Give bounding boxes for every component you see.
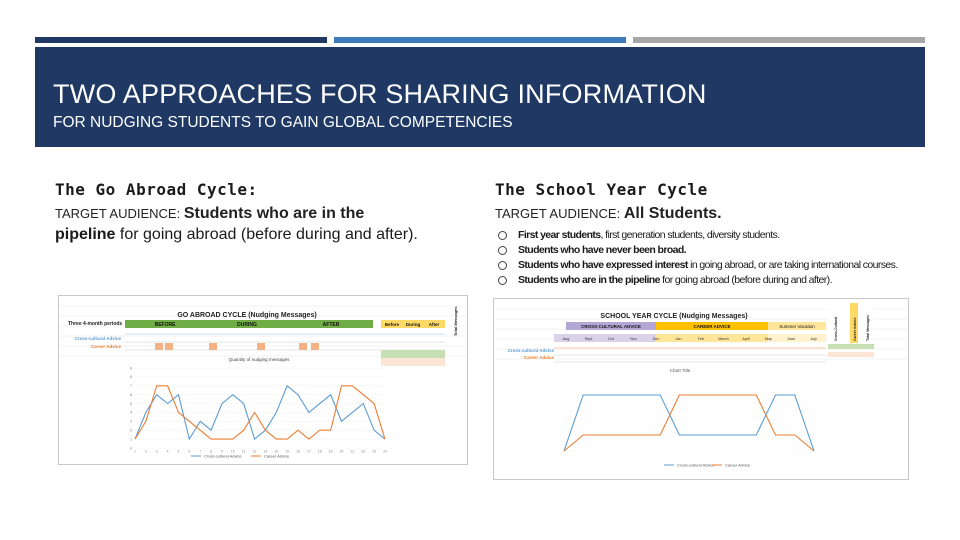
month-label: Jan xyxy=(675,337,682,341)
x-tick-label: 1 xyxy=(134,449,136,454)
totals-after: After xyxy=(428,322,440,327)
y-tick-label: 2 xyxy=(130,428,132,433)
go-abroad-sheet-svg xyxy=(59,296,467,464)
month-label: Aug xyxy=(562,337,570,341)
accent-bar-mid xyxy=(334,37,626,43)
right-audience-bold: All Students. xyxy=(623,205,722,222)
row-career: Career Advice xyxy=(90,344,121,349)
right-row-cross-cultural: Cross-cultural Advice xyxy=(507,348,554,353)
career-section-label: CAREER ADVICE xyxy=(693,324,731,329)
before-label: BEFORE xyxy=(154,322,176,328)
x-tick-label: 16 xyxy=(296,449,300,454)
left-chart-title: Quantity of nudging messages xyxy=(228,357,290,362)
school-year-spreadsheet xyxy=(493,298,909,480)
slide-title: TWO APPROACHES FOR SHARING INFORMATION xyxy=(53,79,707,109)
title-banner xyxy=(35,47,925,147)
side-header-1: Cross-Cultural xyxy=(834,316,838,341)
y-tick-label: 9 xyxy=(130,366,132,371)
x-tick-label: 14 xyxy=(274,449,279,454)
x-tick-label: 13 xyxy=(263,449,268,454)
total-messages-label: Total Messages xyxy=(453,306,458,336)
x-tick-label: 20 xyxy=(339,449,344,454)
month-label: Feb xyxy=(697,337,705,341)
x-tick-label: 22 xyxy=(361,449,366,454)
totals-during: During xyxy=(405,322,421,327)
x-tick-label: 2 xyxy=(144,449,147,454)
left-line2-rest: for going abroad (before during and after). xyxy=(115,226,418,243)
y-tick-label: 7 xyxy=(130,384,132,389)
x-tick-label: 15 xyxy=(285,449,290,454)
bullet-item: Students who are in the pipeline for going abroad (before during and after). xyxy=(498,273,898,288)
summer-section-label: Summer Vacation xyxy=(779,324,815,329)
x-tick-label: 23 xyxy=(372,449,377,454)
legend-career: Career Advice xyxy=(264,453,290,459)
left-audience-bold: Students who are in the xyxy=(183,205,365,222)
month-label: Dec xyxy=(652,337,660,341)
bullet-item: Students who have never been broad. xyxy=(498,243,898,258)
circle-bullet-icon xyxy=(498,231,507,240)
go-abroad-sheet-title: GO ABROAD CYCLE (Nudging Messages) xyxy=(177,312,317,319)
left-line-chart xyxy=(130,366,387,453)
series-line-career xyxy=(564,395,814,451)
right-row-career: Career Advice xyxy=(523,355,554,360)
y-tick-label: 4 xyxy=(130,410,132,415)
left-audience-label: TARGET AUDIENCE: xyxy=(55,206,181,221)
circle-bullet-icon xyxy=(498,276,507,285)
x-tick-label: 10 xyxy=(230,449,235,454)
left-audience-line2 xyxy=(55,226,418,244)
accent-bar-gray xyxy=(633,37,925,43)
month-label: May xyxy=(764,337,773,341)
cross-cultural-section-label: CROSS-CULTURAL ADVICE xyxy=(581,324,641,329)
periods-label: Three 4-month periods xyxy=(68,321,123,327)
x-tick-label: 18 xyxy=(317,449,322,454)
x-tick-label: 21 xyxy=(350,449,355,454)
series-line-cross-cultural xyxy=(564,395,814,451)
school-year-sheet-svg xyxy=(494,299,908,479)
x-tick-label: 17 xyxy=(307,449,311,454)
x-tick-label: 3 xyxy=(155,449,158,454)
school-year-heading: The School Year Cycle xyxy=(495,180,708,199)
audience-bullet-list xyxy=(498,228,898,288)
left-chart-legend xyxy=(191,454,290,459)
x-tick-label: 5 xyxy=(177,449,180,454)
accent-bar-dark xyxy=(35,37,327,43)
right-chart-legend xyxy=(664,463,751,468)
x-tick-label: 6 xyxy=(188,449,191,454)
y-tick-label: 8 xyxy=(130,375,132,380)
school-year-sheet-title: SCHOOL YEAR CYCLE (Nudging Messages) xyxy=(600,313,748,320)
x-tick-label: 8 xyxy=(210,449,213,454)
right-chart-title: Chart Title xyxy=(669,368,691,373)
x-tick-label: 7 xyxy=(199,449,202,454)
legend-cross-cultural: Cross-cultural Advice xyxy=(204,453,242,459)
circle-bullet-icon xyxy=(498,261,507,270)
x-tick-label: 11 xyxy=(241,449,246,454)
y-tick-label: 1 xyxy=(130,437,132,442)
month-label: Nov xyxy=(630,337,637,341)
x-tick-label: 19 xyxy=(328,449,333,454)
month-label: June xyxy=(786,337,796,341)
x-tick-label: 24 xyxy=(383,449,387,454)
x-tick-label: 9 xyxy=(221,449,223,454)
side-header-3: Total Messages xyxy=(866,315,870,341)
x-tick-label: 12 xyxy=(252,449,257,454)
go-abroad-heading: The Go Abroad Cycle: xyxy=(55,180,258,199)
month-label: Sept xyxy=(584,337,593,341)
totals-before: Before xyxy=(384,322,400,327)
month-label: March xyxy=(718,337,729,341)
month-label: April xyxy=(742,337,750,341)
circle-bullet-icon xyxy=(498,246,507,255)
left-pipeline-bold: pipeline xyxy=(55,226,116,243)
bullet-item: Students who have expressed interest in going abroad, or are taking international courses. xyxy=(498,258,898,273)
month-label: July xyxy=(810,337,817,341)
y-tick-label: 3 xyxy=(130,419,132,424)
after-label: AFTER xyxy=(322,322,340,328)
right-legend-career: Career Advice xyxy=(725,462,751,468)
bullet-item: First year students, first generation students, diversity students. xyxy=(498,228,898,243)
go-abroad-spreadsheet xyxy=(58,295,468,465)
slide-subtitle: FOR NUDGING STUDENTS TO GAIN GLOBAL COMPETENCIES xyxy=(53,114,513,131)
x-tick-label: 4 xyxy=(166,449,169,454)
right-audience-label: TARGET AUDIENCE: xyxy=(495,206,621,221)
month-label: Oct xyxy=(608,337,614,341)
left-target-audience xyxy=(55,205,364,223)
y-tick-label: 5 xyxy=(130,401,132,406)
right-target-audience xyxy=(495,205,722,223)
row-cross-cultural: Cross-cultural Advice xyxy=(74,336,121,341)
right-line-chart xyxy=(564,379,814,451)
y-tick-label: 0 xyxy=(130,446,132,451)
y-tick-label: 6 xyxy=(130,392,132,397)
during-label: DURING xyxy=(237,322,257,328)
right-legend-cross-cultural: Cross-cultural Advice xyxy=(677,462,715,468)
side-header-2: Career Advice xyxy=(853,317,857,341)
